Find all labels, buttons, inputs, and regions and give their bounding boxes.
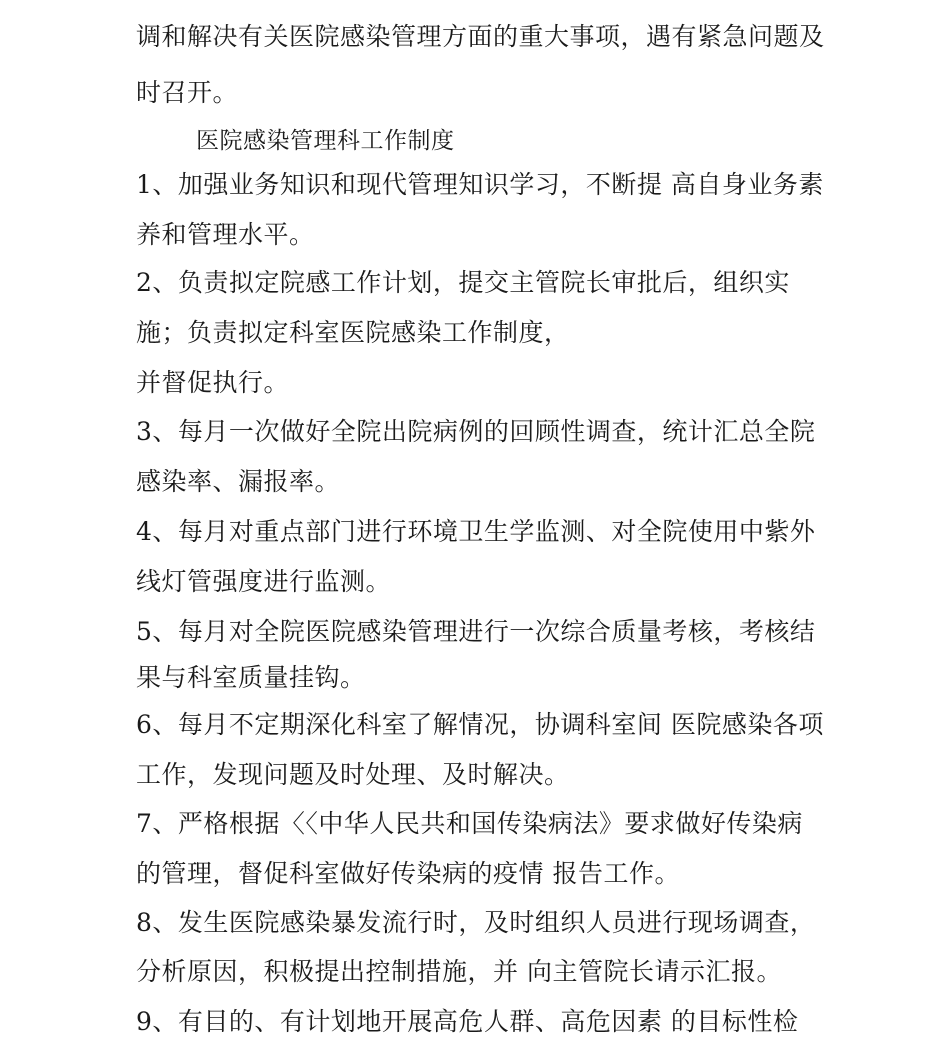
section-title: 医院感染管理科工作制度 [196, 128, 455, 154]
item-4-line-1: 4、每月对重点部门进行环境卫生学监测、对全院使用中紫外 [136, 517, 816, 546]
item-5-line-1: 5、每月对全院医院感染管理进行一次综合质量考核，考核结 [136, 617, 816, 646]
item-7-line-2: 的管理，督促科室做好传染病的疫情 报告工作。 [136, 859, 680, 888]
item-3-line-2: 感染率、漏报率。 [136, 467, 341, 496]
item-5-line-2: 果与科室质量挂钩。 [136, 663, 366, 692]
intro-line-1: 调和解决有关医院感染管理方面的重大事项，遇有紧急问题及 [136, 22, 825, 51]
item-7-line-1: 7、严格根据〈〈中华人民共和国传染病法》要求做好传染病 [136, 809, 803, 838]
item-9-line-1: 9、有目的、有计划地开展高危人群、高危因素 的目标性检 [136, 1007, 799, 1036]
item-1-line-1: 1、加强业务知识和现代管理知识学习，不断提 高自身业务素 [136, 170, 824, 199]
item-2-line-1: 2、负责拟定院感工作计划，提交主管院长审批后，组织实 [136, 268, 790, 297]
item-8-line-1: 8、发生医院感染暴发流行时，及时组织人员进行现场调查， [136, 908, 816, 937]
item-6-line-1: 6、每月不定期深化科室了解情况，协调科室间 医院感染各项 [136, 710, 824, 739]
item-3-line-1: 3、每月一次做好全院出院病例的回顾性调查，统计汇总全院 [136, 417, 816, 446]
item-1-line-2: 养和管理水平。 [136, 220, 315, 249]
item-2-line-3: 并督促执行。 [136, 368, 290, 397]
item-2-line-2: 施；负责拟定科室医院感染工作制度， [136, 318, 570, 347]
item-6-line-2: 工作，发现问题及时处理、及时解决。 [136, 760, 570, 789]
item-8-line-2: 分析原因，积极提出控制措施，并 向主管院长请示汇报。 [136, 957, 782, 986]
intro-line-2: 时召开。 [136, 78, 239, 107]
item-4-line-2: 线灯管强度进行监测。 [136, 567, 392, 596]
